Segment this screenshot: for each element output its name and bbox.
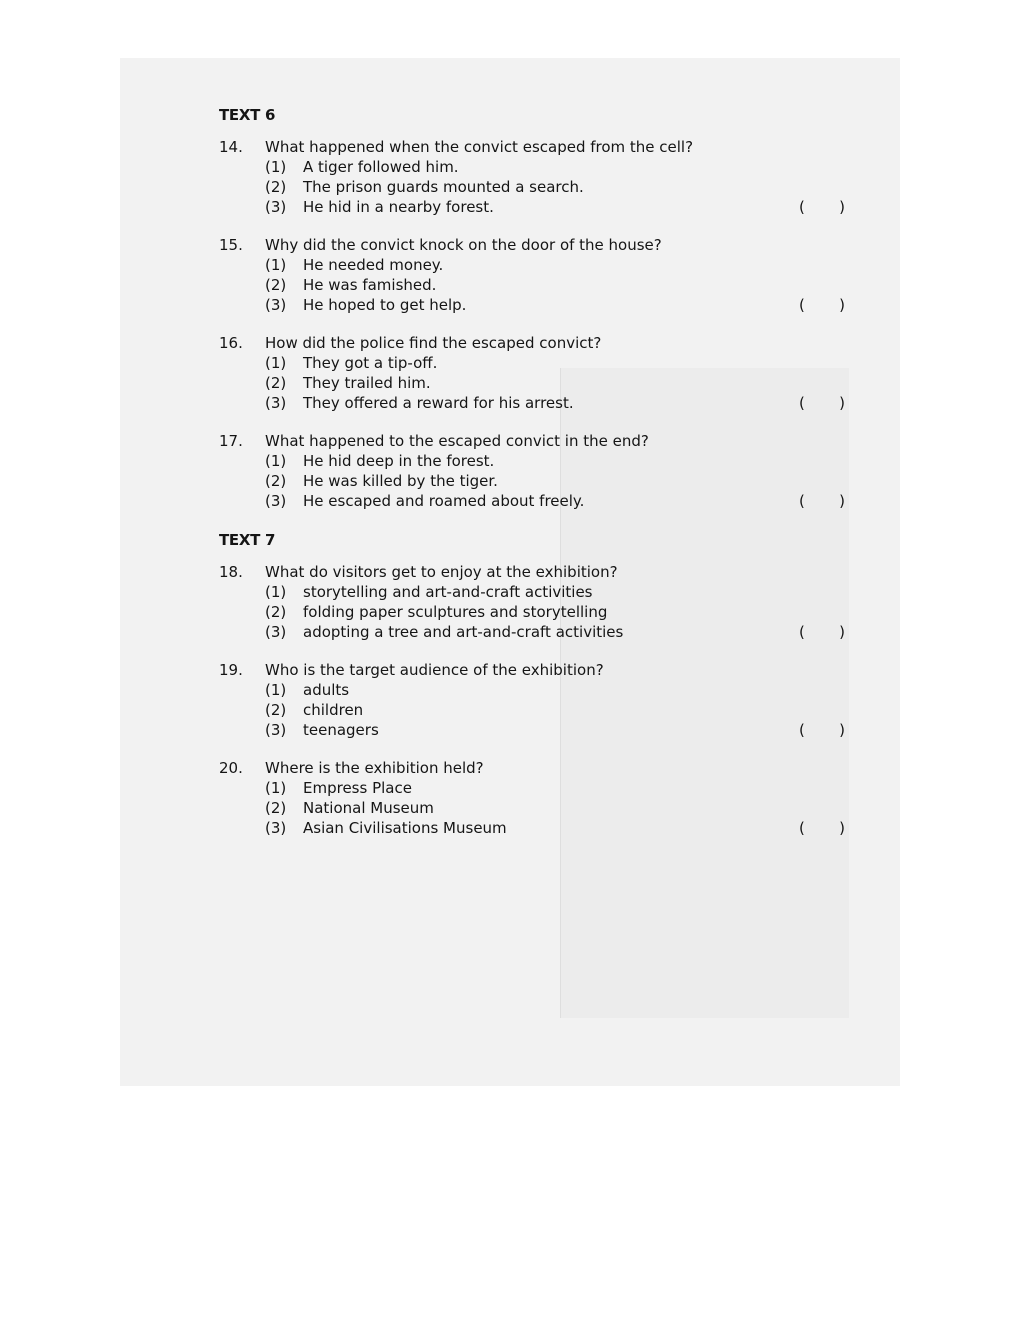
option-label: (3) — [265, 492, 287, 510]
question-17 — [219, 431, 859, 511]
option-label: (2) — [265, 374, 287, 392]
answer-box[interactable]: ( ) — [799, 819, 845, 837]
question-text: What do visitors get to enjoy at the exhibition? — [265, 563, 618, 581]
question-text: Why did the convict knock on the door of the house? — [265, 236, 662, 254]
option-label: (2) — [265, 603, 287, 621]
option-label: (1) — [265, 354, 287, 372]
question-14 — [219, 137, 859, 217]
option-label: (1) — [265, 681, 287, 699]
option-text: storytelling and art-and-craft activities — [303, 583, 593, 601]
option-label: (3) — [265, 819, 287, 837]
option-label: (3) — [265, 198, 287, 216]
section-heading-text-6: TEXT 6 — [219, 106, 276, 124]
option-text: They offered a reward for his arrest. — [303, 394, 574, 412]
answer-box[interactable]: ( ) — [799, 721, 845, 739]
question-15 — [219, 235, 859, 315]
question-number: 16. — [219, 334, 243, 352]
option-label: (3) — [265, 623, 287, 641]
question-text: Who is the target audience of the exhibition? — [265, 661, 604, 679]
option-text: adults — [303, 681, 350, 699]
option-text: The prison guards mounted a search. — [303, 178, 584, 196]
option-label: (1) — [265, 256, 287, 274]
question-text: How did the police find the escaped convict? — [265, 334, 602, 352]
option-text: They got a tip-off. — [303, 354, 438, 372]
question-number: 17. — [219, 432, 243, 450]
answer-box[interactable]: ( ) — [799, 623, 845, 641]
option-text: He escaped and roamed about freely. — [303, 492, 585, 510]
option-text: adopting a tree and art-and-craft activities — [303, 623, 624, 641]
option-text: He was famished. — [303, 276, 437, 294]
section-heading-text-7: TEXT 7 — [219, 531, 276, 549]
option-text: He needed money. — [303, 256, 444, 274]
question-20 — [219, 758, 859, 838]
option-label: (1) — [265, 583, 287, 601]
option-label: (1) — [265, 158, 287, 176]
option-text: teenagers — [303, 721, 379, 739]
option-text: He hid deep in the forest. — [303, 452, 495, 470]
question-text: What happened to the escaped convict in the end? — [265, 432, 649, 450]
option-text: Empress Place — [303, 779, 412, 797]
answer-box[interactable]: ( ) — [799, 394, 845, 412]
option-label: (3) — [265, 394, 287, 412]
option-text: They trailed him. — [303, 374, 431, 392]
answer-box[interactable]: ( ) — [799, 198, 845, 216]
option-text: He hoped to get help. — [303, 296, 467, 314]
option-text: A tiger followed him. — [303, 158, 459, 176]
answer-box[interactable]: ( ) — [799, 492, 845, 510]
answer-box[interactable]: ( ) — [799, 296, 845, 314]
question-16 — [219, 333, 859, 413]
option-label: (1) — [265, 779, 287, 797]
option-text: National Museum — [303, 799, 434, 817]
option-label: (3) — [265, 721, 287, 739]
question-text: What happened when the convict escaped from the cell? — [265, 138, 694, 156]
option-text: Asian Civilisations Museum — [303, 819, 507, 837]
question-text: Where is the exhibition held? — [265, 759, 484, 777]
option-label: (2) — [265, 178, 287, 196]
question-number: 15. — [219, 236, 243, 254]
question-number: 19. — [219, 661, 243, 679]
question-number: 14. — [219, 138, 243, 156]
option-label: (2) — [265, 472, 287, 490]
option-label: (2) — [265, 701, 287, 719]
option-label: (1) — [265, 452, 287, 470]
option-text: He hid in a nearby forest. — [303, 198, 494, 216]
option-text: folding paper sculptures and storytelling — [303, 603, 608, 621]
question-number: 20. — [219, 759, 243, 777]
option-label: (2) — [265, 276, 287, 294]
option-label: (2) — [265, 799, 287, 817]
question-number: 18. — [219, 563, 243, 581]
option-text: children — [303, 701, 364, 719]
option-text: He was killed by the tiger. — [303, 472, 498, 490]
question-18 — [219, 562, 859, 642]
option-label: (3) — [265, 296, 287, 314]
question-19 — [219, 660, 859, 740]
